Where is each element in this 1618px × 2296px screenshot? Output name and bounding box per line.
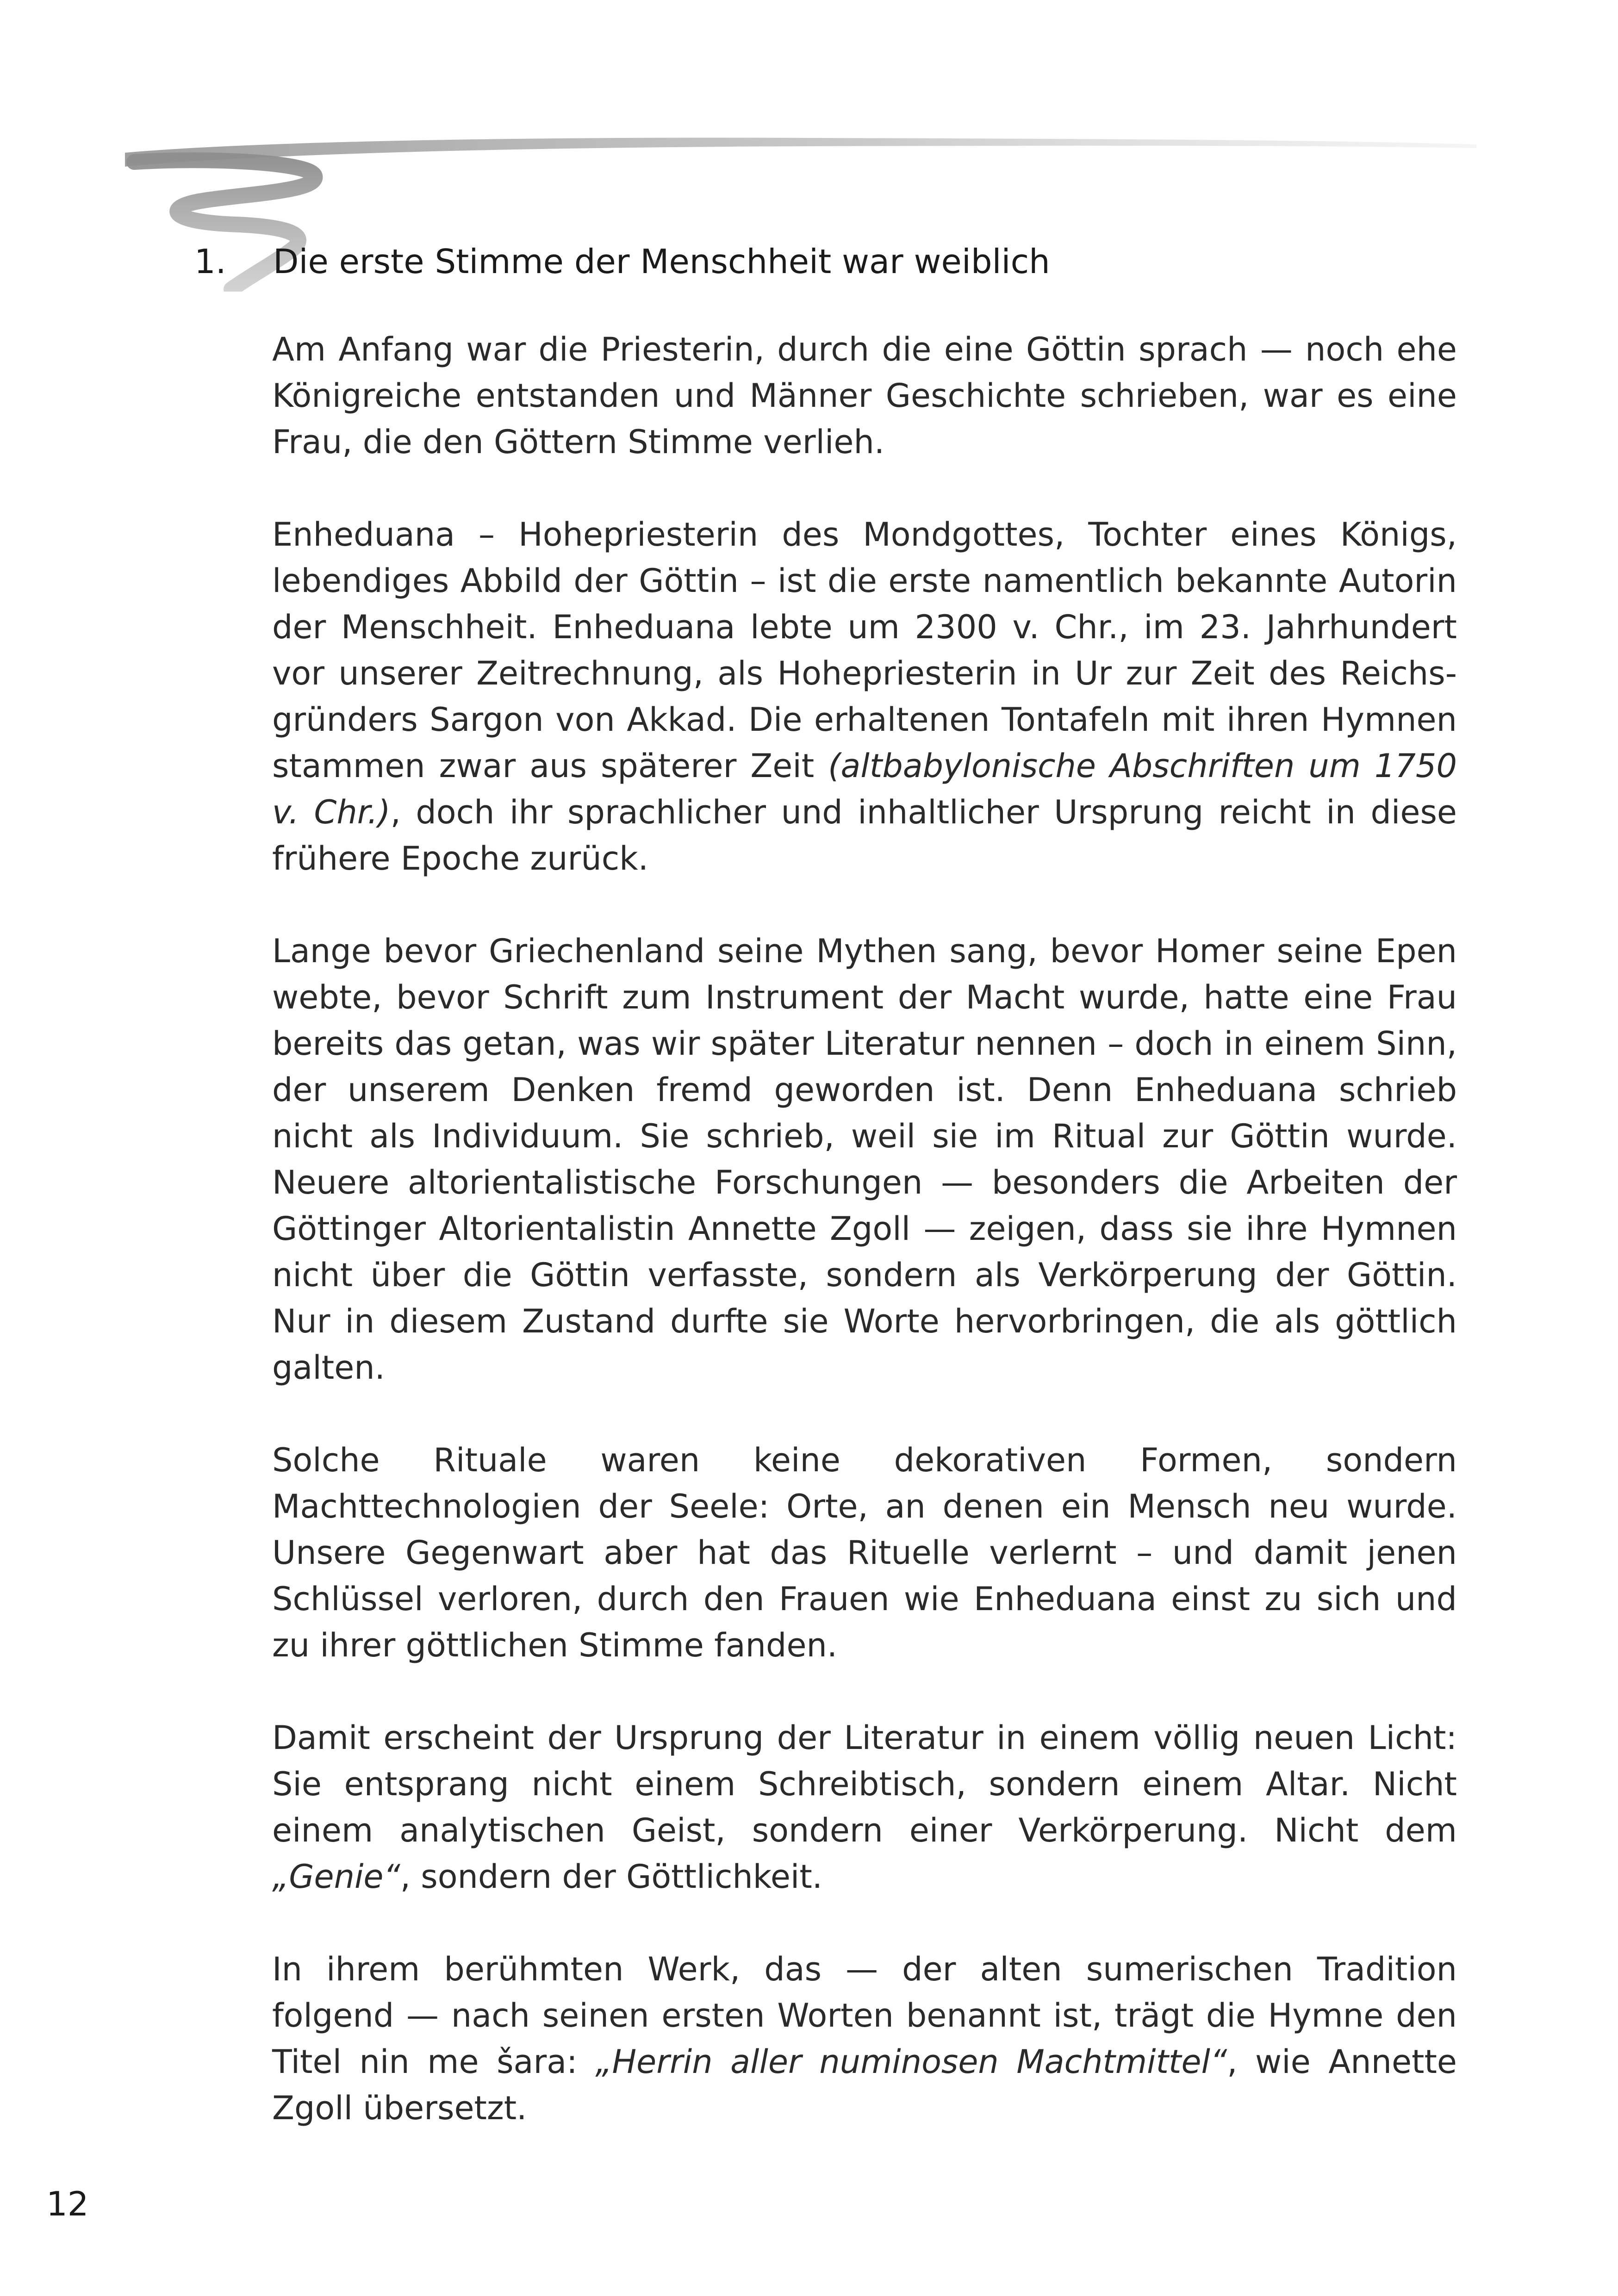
paragraph	[272, 511, 1457, 882]
paragraph-text: Lange bevor Griechenland seine Mythen sang, bevor Homer seine Epen webte, bevor Schrift zum Instrument der Macht wurde, hatte eine Frau bereits das getan, was wir später Literatur nennen – doch in einem Sinn, der unserem Denken fremd geworden ist. Denn Enheduana schrieb nicht als Individuum. Sie schrieb, weil sie im Ritual zur Göttin wurde. Neuere altorientalistische Forschungen — besonders die Arbeiten der Göttinger Altorientalistin Annette Zgoll — zeigen, dass sie ihre Hymnen nicht über die Göttin verfasste, sondern als Verkörperung der Göttin. Nur in diesem Zustand durfte sie Worte hervorbringen, die als göttlich galten.	[272, 932, 1457, 1387]
paragraph-text: Enheduana – Hohepriesterin des Mondgottes, Tochter eines Königs, lebendiges Abbild der Göttin – ist die erste namentlich bekannte Autorin der Menschheit. Enheduana lebte um 2300 v. Chr., im 23. Jahrhundert vor unserer Zeitrechnung, als Hohepriesterin in Ur zur Zeit des Reichsgründers Sargon von Akkad. Die erhaltenen Tontafeln mit ihren Hymnen stammen zwar aus späterer Zeit	[272, 516, 1457, 785]
paragraph	[272, 928, 1457, 1391]
chapter-heading	[194, 238, 1444, 285]
paragraph-text: Damit erscheint der Ursprung der Literatur in einem völlig neuen Licht: Sie entsprang nicht einem Schreibtisch, sondern einem Altar. Nicht einem analytischen Geist, sondern einer Verkörperung. Nicht dem	[272, 1719, 1457, 1849]
paragraph	[272, 326, 1457, 465]
body-text	[272, 326, 1457, 2131]
paragraph	[272, 1715, 1457, 1900]
paragraph-text: , doch ihr sprachlicher und inhaltlicher Ursprung reicht in diese frühere Epoche zurück.	[272, 793, 1457, 877]
paragraph-text: , wie Annette Zgoll übersetzt.	[272, 2043, 1457, 2127]
italic-title: „Herrin aller numinosen Machtmittel“	[595, 2043, 1227, 2081]
italic-citation: (altbabylonische Abschriften um 1750 v. Chr.)	[272, 747, 1457, 831]
chapter-number: 1.	[194, 242, 226, 281]
chapter-title: Die erste Stimme der Menschheit war weiblich	[273, 242, 1050, 281]
paragraph	[272, 1946, 1457, 2131]
italic-quote: „Genie“	[272, 1858, 400, 1896]
paragraph	[272, 1437, 1457, 1668]
paragraph-text: , sondern der Göttlichkeit.	[400, 1858, 823, 1896]
paragraph-text: Solche Rituale waren keine dekorativen Formen, sondern Machttechnologien der Seele: Orte, an denen ein Mensch neu wurde. Unsere Gegenwart aber hat das Rituelle verlernt – und damit jenen Schlüssel verloren, durch den Frauen wie Enheduana einst zu sich und zu ihrer göttlichen Stimme fanden.	[272, 1441, 1457, 1664]
paragraph-text: Am Anfang war die Priesterin, durch die eine Göttin sprach — noch ehe Königreiche entstanden und Männer Geschichte schrieben, war es eine Frau, die den Göttern Stimme verlieh.	[272, 330, 1457, 461]
page-number: 12	[46, 2184, 89, 2223]
paragraph-text: In ihrem berühmten Werk, das — der alten sumerischen Tradition folgend — nach seinen ersten Worten benannt ist, trägt die Hymne den Titel nin me šara:	[272, 1950, 1457, 2081]
